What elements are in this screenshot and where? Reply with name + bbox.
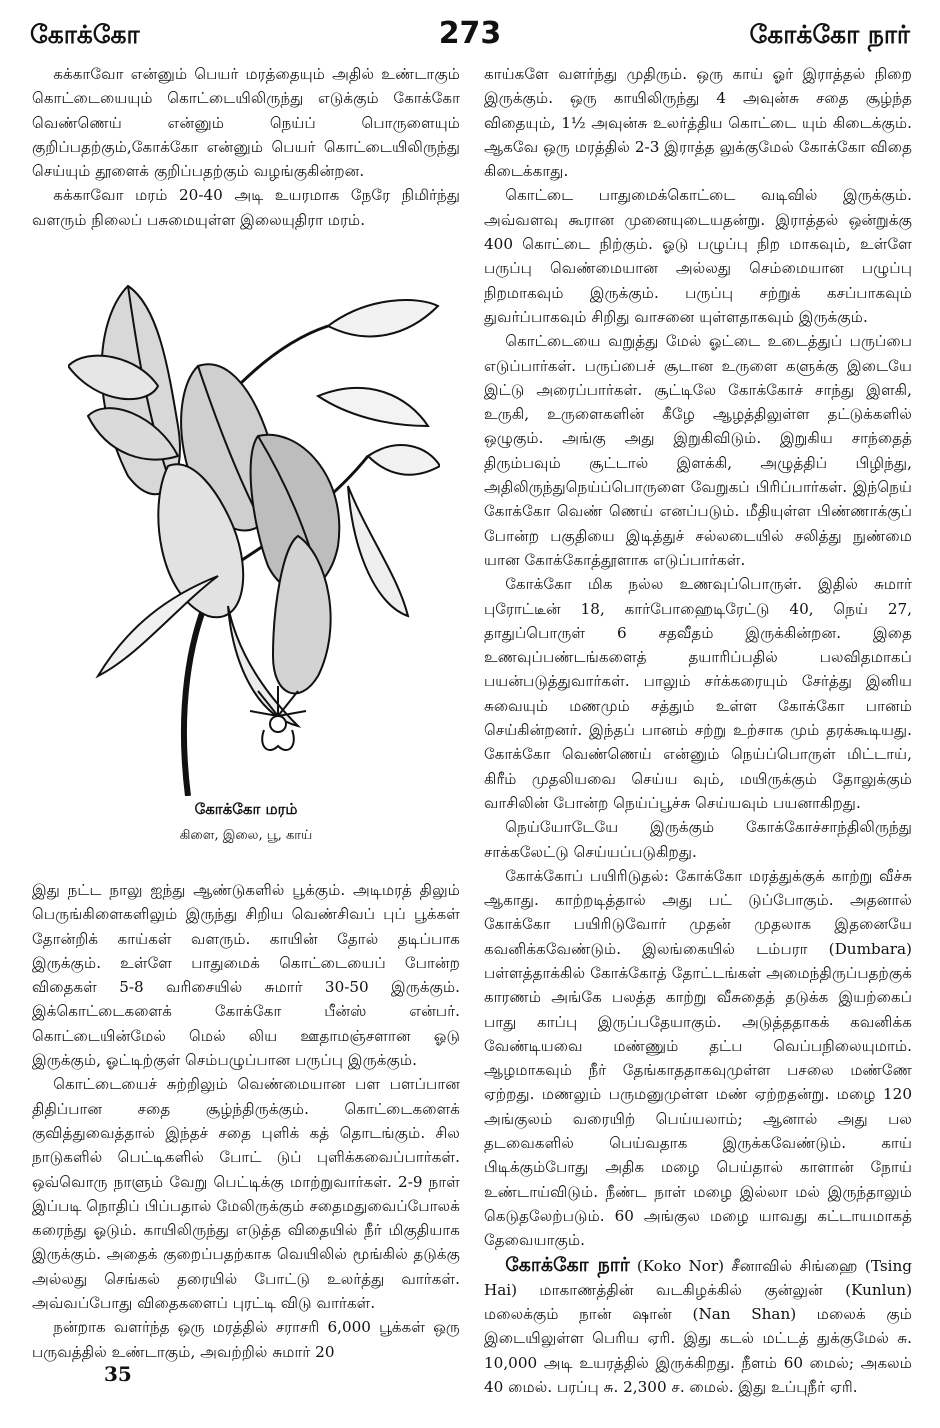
paragraph: கக்காவோ மரம் 20-40 அடி உயரமாக நேரே நிமிர்ந்து வளரும் நிலைப் பசுமையுள்ள இலையுதிரா மரம். — [32, 186, 460, 229]
paragraph: காய்களே வளர்ந்து முதிரும். ஒரு காய் ஓர் இராத்தல் நிறை இருக்கும். ஒரு காயிலிருந்து 4 அவுன்சு சதை சூழ்ந்த விதையும், 1½ அவுன்சு உலர்த்திய கொட்டை யும் கிடைக்கும். ஆகவே ஒரு மரத்தில் 2-3 இராத்த லுக்குமேல் கோக்கோ விதை கிடைக்காது. — [484, 65, 912, 181]
paragraph: கொட்டையை வறுத்து மேல் ஓட்டை உடைத்துப் பருப்பை எடுப்பார்கள். பருப்பைச் சூடான உருளை களுக்கு இடையே இட்டு அரைப்பார்கள். சூட்டிலே கோக்கோச் சாந்து இளகி, உருகி, உருளைகளின் கீழே ஆழத்திலுள்ள தட்டுக்களில் ஒழுகும். அங்கு அது இறுகிவிடும். இறுகிய சாந்தைத் திரும்பவும் சூட்டால் இளக்கி, அழுத்திப் பிழிந்து, அதிலிருந்துநெய்ப்பொருளை வேறுகப் பிரிப்பார்கள். இந்நெய் கோக்கோ வெண் ணெய் எனப்படும். மீதியுள்ள பிண்ணாக்குப் போன்ற பகுதியை இடித்துச் சல்லடையில் சலித்து நுண்மை யான கோக்கோத்தூளாக எடுப்பார்கள். — [484, 332, 912, 569]
paragraph: கக்காவோ என்னும் பெயர் மரத்தையும் அதில் உண்டாகும் கொட்டையையும் கொட்டையிலிருந்து எடுக்கும் கோக்கோ வெண்ணெய் என்னும் நெய்ப் பொருளையும் குறிப்பதற்கும்,கோக்கோ என்னும் பெயர் கொட்டையிலிருந்து செய்யும் தூளைக் குறிப்பதற்கும் வழங்குகின்றன. — [32, 65, 460, 181]
left-column-bottom — [32, 878, 460, 1364]
paragraph: நெய்யோடேயே இருக்கும் கோக்கோச்சாந்திலிருந்து சாக்கலேட்டு செய்யப்படுகிறது. — [484, 818, 912, 861]
signature-mark: 35 — [104, 1362, 132, 1386]
paragraph: இது நட்ட நாலு ஐந்து ஆண்டுகளில் பூக்கும். அடிமரத் திலும் பெருங்கிளைகளிலும் இருந்து சிறிய வெண்சிவப் புப் பூக்கள் தோன்றிக் காய்கள் வளரும். காயின் தோல் தடிப்பாக இருக்கும். உள்ளே பாதுமைக் கொட்டையைப் போன்ற விதைகள் 5-8 வரிசையில் சுமார் 30-50 இருக்கும். இக்கொட்டைகளைக் கோக்கோ பீன்ஸ் என்பர். கொட்டையின்மேல் மெல் லிய ஊதாமஞ்சளான ஓடு இருக்கும், ஓட்டிற்குள் செம்பழுப்பான பருப்பு இருக்கும். — [32, 881, 460, 1070]
running-head-right: கோக்கோ நார் — [749, 20, 910, 49]
paragraph: கோக்கோ மிக நல்ல உணவுப்பொருள். இதில் சுமார் புரோட்டீன் 18, கார்போஹைடிரேட்டு 40, நெய் 27, தாதுப்பொருள் 6 சதவீதம் இருக்கின்றன. இதை உணவுப்பண்டங்களைத் தயாரிப்பதில் பலவிதமாகப் பயன்படுத்துவார்கள். பாலும் சர்க்கரையும் சேர்த்து இனிய சுவையும் மணமும் சத்தும் உள்ள கோக்கோ பானம் செய்கின்றனர். இந்தப் பானம் சற்று உற்சாக மும் தரக்கூடியது. கோக்கோ வெண்ணெய் என்னும் நெய்ப்பொருள் மிட்டாய், கிரீம் முதலியவை செய்ய வும், மயிருக்கும் தோலுக்கும் வாசிலின் போன்ற நெய்ப்பூச்சு செய்யவும் பயனாகிறது. — [484, 575, 912, 812]
paragraph: நன்றாக வளர்ந்த ஒரு மரத்தில் சராசரி 6,000 பூக்கள் ஒரு பருவத்தில் உண்டாகும், அவற்றில் சுமார் 20 — [32, 1318, 460, 1361]
paragraph: கோக்கோப் பயிரிடுதல்: கோக்கோ மரத்துக்குக் காற்று வீச்சு ஆகாது. காற்றடித்தால் அது பட் டுப்போகும். அதனால் கோக்கோ பயிரிடுவோர் முதன் முதலாக இதனையே கவனிக்கவேண்டும். இலங்கையில் டம்பரா (Dumbara) பள்ளத்தாக்கில் கோக்கோத் தோட்டங்கள் அமைந்திருப்பதற்குக் காரணம் அங்கே பலத்த காற்று வீசுதைத் தடுக்க இயற்கைப் பாது காப்பு இருப்பதேயாகும். அடுத்ததாகக் கவனிக்க வேண்டியவை மண்ணும் தட்ப வெப்பநிலையுமாம். ஆழமாகவும் நீர் தேங்காததாகவுமுள்ள பசலை மண்ணே ஏற்றது. மணலும் பருமனுமுள்ள மண் ஏற்றதன்று. மழை 120 அங்குலம் வரையிற் பெய்யலாம்; ஆனால் அது பல தடவைகளில் பெய்வதாக இருக்கவேண்டும். காய் பிடிக்கும்போது அதிக மழை பெய்தால் காளான் நோய் உண்டாய்விடும். நீண்ட நாள் மழை இல்லா மல் இருந்தாலும் கெடுதலேற்படும். 60 அங்குல மழை யாவது கட்டாயமாகத் தேவையாகும். — [484, 866, 912, 1250]
figure-caption-subtitle: கிளை, இலை, பூ, காய் — [179, 828, 313, 843]
paragraph: கொட்டை பாதுமைக்கொட்டை வடிவில் இருக்கும். அவ்வளவு கூரான முனையுடையதன்று. இராத்தல் ஒன்றுக்கு 400 கொட்டை நிற்கும். ஓடு பழுப்பு நிற மாகவும், உள்ளே பருப்பு வெண்மையான அல்லது செம்மையான பழுப்பு நிறமாகவும் இருக்கும். பருப்பு சற்றுக் கசப்பாகவும் துவர்ப்பாகவும் சிறிது வாசனை யுள்ளதாகவும் இருக்கும். — [484, 186, 912, 326]
paragraph: கொட்டையைச் சுற்றிலும் வெண்மையான பள பளப்பான திதிப்பான சதை சூழ்ந்திருக்கும். கொட்டைகளைக் குவித்துவைத்தால் இந்தச் சதை புளிக் கத் தொடங்கும். சில நாடுகளில் பெட்டிகளில் போட் டுப் புளிக்கவைப்பார்கள். ஒவ்வொரு நாளும் வேறு பெட்டிக்கு மாற்றுவார்கள். 2-9 நாள் இப்படி நொதிப் பிப்பதால் மேலிருக்கும் சதைமதுவைப்போலக் கரைந்து ஓடும். காயிலிருந்து எடுத்த விதையில் நீர் மிகுதியாக இருக்கும். அதைக் குறைப்பதற்காக வெயிலில் மூங்கில் தடுக்கு அல்லது செங்கல் தரையில் போட்டு உலர்த்து வார்கள். அவ்வப்போது விதைகளைப் புரட்டி விடு வார்கள். — [32, 1075, 460, 1313]
entry-koko-nor — [484, 1253, 912, 1400]
page-number: 273 — [438, 16, 502, 51]
entry-term: கோக்கோ நார் — [505, 1253, 630, 1276]
page-header — [30, 14, 910, 58]
right-column — [484, 62, 912, 1399]
entry-text: (Koko Nor) சீனாவில் சிங்ஹை (Tsing Hai) மாகாணத்தின் வடகிழக்கில் குன்லுன் (Kunlun) மலைக்கும் நான் ஷான் (Nan Shan) மலைக் கும் இடையிலுள்ள பெரிய ஏரி. இது கடல் மட்டத் துக்குமேல் சு. 10,000 அடி உயரத்தில் இருக்கிறது. நீளம் 60 மைல்; அகலம் 40 மைல். பரப்பு சு. 2,300 ச. மைல். இது உப்புநீர் ஏரி. — [484, 1256, 912, 1397]
cocoa-illustration — [68, 276, 440, 796]
left-column-top — [32, 62, 460, 232]
figure-caption-title: கோக்கோ மரம் — [194, 800, 298, 818]
cocoa-branch-drawing — [68, 276, 440, 796]
running-head-left: கோக்கோ — [30, 20, 140, 49]
